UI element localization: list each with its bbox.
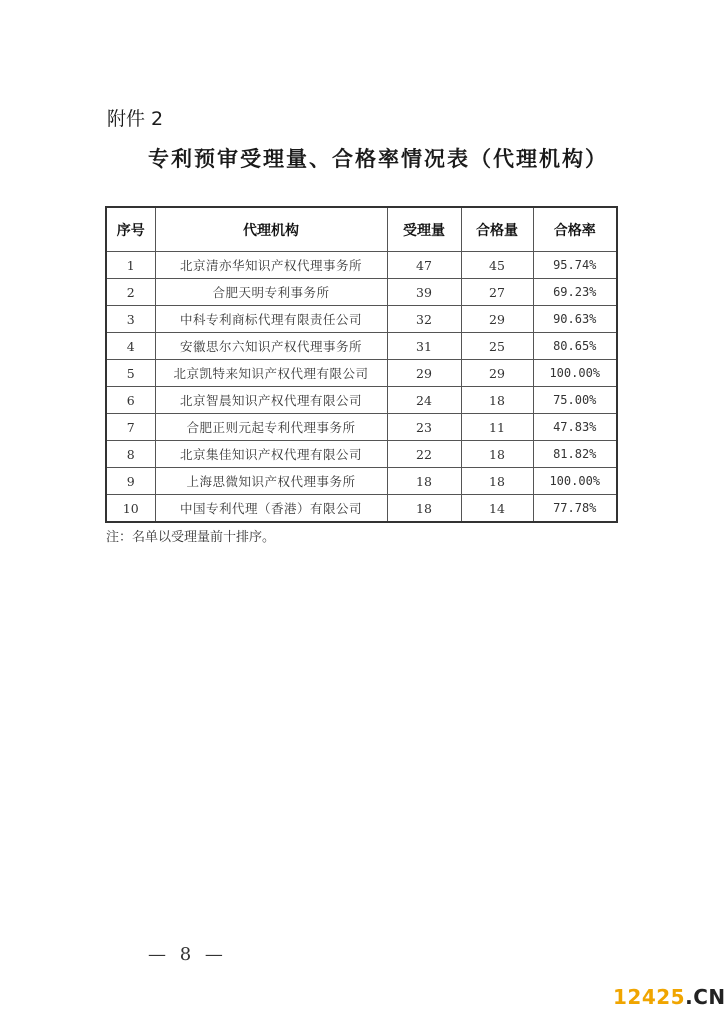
agency-stats-table [105, 206, 618, 523]
cell-rate: 77.78% [533, 495, 617, 523]
cell-index: 1 [106, 252, 155, 279]
table-row [106, 333, 617, 360]
cell-agency: 合肥正则元起专利代理事务所 [155, 414, 387, 441]
cell-rate: 47.83% [533, 414, 617, 441]
cell-qualified: 29 [461, 360, 533, 387]
cell-index: 2 [106, 279, 155, 306]
cell-agency: 合肥天明专利事务所 [155, 279, 387, 306]
watermark-suffix: CN [693, 985, 726, 1009]
cell-index: 7 [106, 414, 155, 441]
cell-rate: 75.00% [533, 387, 617, 414]
document-title: 专利预审受理量、合格率情况表（代理机构） [148, 146, 608, 171]
table-row [106, 414, 617, 441]
cell-index: 9 [106, 468, 155, 495]
cell-qualified: 25 [461, 333, 533, 360]
cell-agency: 北京凯特来知识产权代理有限公司 [155, 360, 387, 387]
cell-index: 8 [106, 441, 155, 468]
cell-agency: 北京智晨知识产权代理有限公司 [155, 387, 387, 414]
table-row [106, 441, 617, 468]
cell-index: 3 [106, 306, 155, 333]
cell-accepted: 47 [387, 252, 461, 279]
cell-qualified: 29 [461, 306, 533, 333]
cell-qualified: 45 [461, 252, 533, 279]
header-index: 序号 [106, 207, 155, 252]
cell-accepted: 29 [387, 360, 461, 387]
table-row [106, 387, 617, 414]
cell-agency: 中国专利代理（香港）有限公司 [155, 495, 387, 523]
cell-index: 6 [106, 387, 155, 414]
table-row [106, 360, 617, 387]
cell-index: 5 [106, 360, 155, 387]
cell-accepted: 39 [387, 279, 461, 306]
cell-qualified: 27 [461, 279, 533, 306]
cell-agency: 安徽思尔六知识产权代理事务所 [155, 333, 387, 360]
header-rate: 合格率 [533, 207, 617, 252]
attachment-label: 附件 2 [107, 108, 164, 130]
cell-index: 4 [106, 333, 155, 360]
cell-qualified: 14 [461, 495, 533, 523]
table-row [106, 279, 617, 306]
site-watermark [613, 985, 726, 1009]
cell-rate: 80.65% [533, 333, 617, 360]
cell-agency: 中科专利商标代理有限责任公司 [155, 306, 387, 333]
header-qualified: 合格量 [461, 207, 533, 252]
table-note: 注：名单以受理量前十排序。 [106, 530, 276, 545]
cell-accepted: 22 [387, 441, 461, 468]
cell-rate: 100.00% [533, 468, 617, 495]
table-row [106, 306, 617, 333]
cell-qualified: 11 [461, 414, 533, 441]
table-body [106, 252, 617, 523]
cell-agency: 北京清亦华知识产权代理事务所 [155, 252, 387, 279]
cell-accepted: 32 [387, 306, 461, 333]
watermark-dot: . [685, 985, 694, 1009]
cell-rate: 69.23% [533, 279, 617, 306]
table-row [106, 495, 617, 523]
table-row [106, 468, 617, 495]
cell-agency: 上海思微知识产权代理事务所 [155, 468, 387, 495]
cell-index: 10 [106, 495, 155, 523]
cell-rate: 81.82% [533, 441, 617, 468]
table-header-row [106, 207, 617, 252]
cell-accepted: 31 [387, 333, 461, 360]
cell-rate: 100.00% [533, 360, 617, 387]
cell-accepted: 24 [387, 387, 461, 414]
page-number: — 8 — [148, 944, 227, 965]
table-row [106, 252, 617, 279]
header-accepted: 受理量 [387, 207, 461, 252]
cell-accepted: 18 [387, 495, 461, 523]
cell-qualified: 18 [461, 441, 533, 468]
cell-accepted: 18 [387, 468, 461, 495]
cell-agency: 北京集佳知识产权代理有限公司 [155, 441, 387, 468]
cell-accepted: 23 [387, 414, 461, 441]
cell-rate: 90.63% [533, 306, 617, 333]
cell-qualified: 18 [461, 468, 533, 495]
cell-rate: 95.74% [533, 252, 617, 279]
watermark-number: 12425 [613, 985, 686, 1009]
header-agency: 代理机构 [155, 207, 387, 252]
cell-qualified: 18 [461, 387, 533, 414]
